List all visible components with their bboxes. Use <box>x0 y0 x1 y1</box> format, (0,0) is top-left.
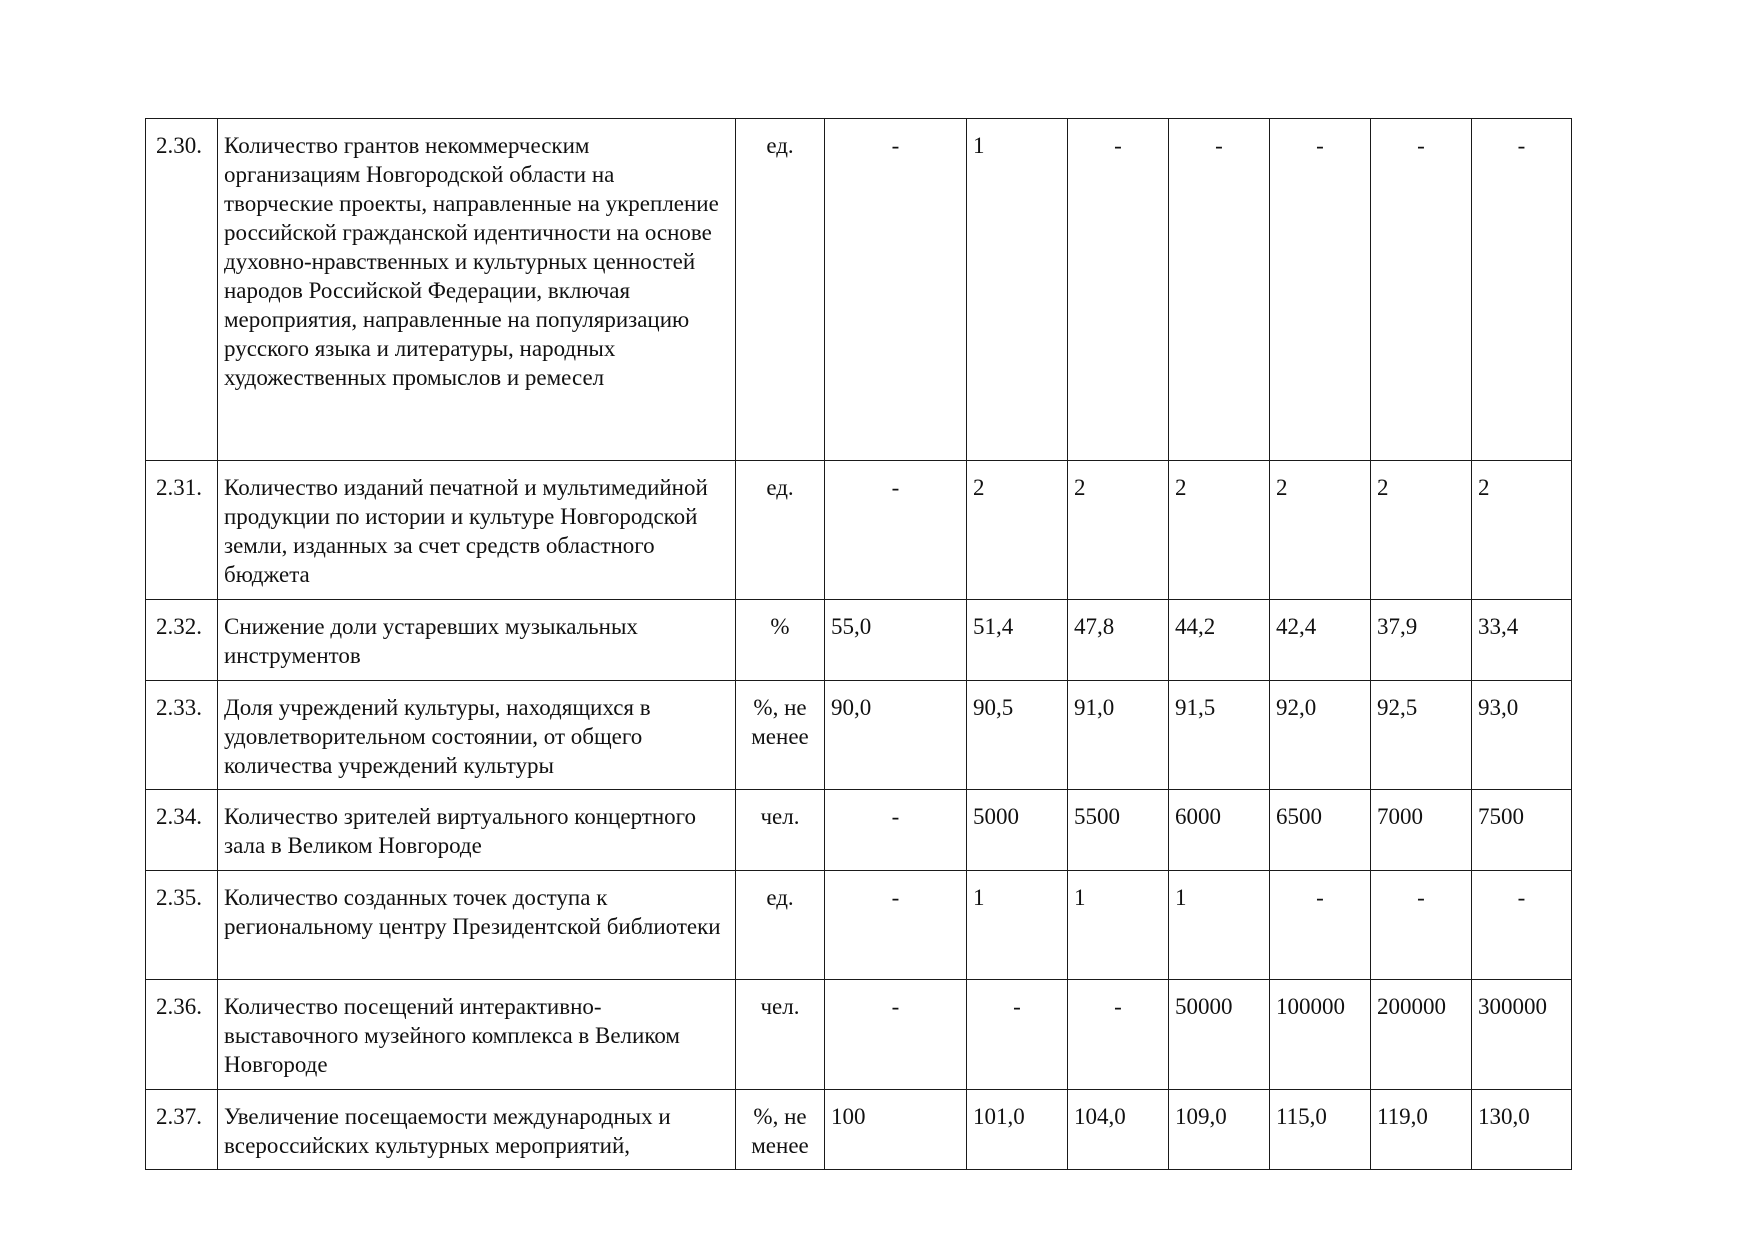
value-cell: 300000 <box>1472 980 1572 1090</box>
value-cell: 91,5 <box>1169 681 1270 790</box>
value-cell: 47,8 <box>1068 600 1169 681</box>
unit-cell: %, не менее <box>736 681 825 790</box>
value-cell: 33,4 <box>1472 600 1572 681</box>
value-cell: 130,0 <box>1472 1090 1572 1170</box>
row-number: 2.36. <box>146 980 218 1090</box>
unit-cell: ед. <box>736 871 825 980</box>
indicator-name: Количество грантов некоммерческим организациям Новгородской области на творческие проекты, направленные на укрепление российской гражданской идентичности на основе духовно-нравственных и культурных ценностей народов Российской Федерации, включая мероприятия, направленные на популяризацию русского языка и литературы, народных художественных промыслов и ремесел <box>218 119 736 461</box>
row-number: 2.32. <box>146 600 218 681</box>
row-number: 2.30. <box>146 119 218 461</box>
unit-cell: %, не менее <box>736 1090 825 1170</box>
row-number: 2.33. <box>146 681 218 790</box>
value-cell: - <box>825 790 967 871</box>
unit-cell: ед. <box>736 119 825 461</box>
value-cell: 100 <box>825 1090 967 1170</box>
indicator-name: Количество посещений интерактивно-выставочного музейного комплекса в Великом Новгороде <box>218 980 736 1090</box>
value-cell: 6000 <box>1169 790 1270 871</box>
unit-cell: % <box>736 600 825 681</box>
indicator-name: Доля учреждений культуры, находящихся в удовлетворительном состоянии, от общего количества учреждений культуры <box>218 681 736 790</box>
value-cell: 51,4 <box>967 600 1068 681</box>
indicator-name: Количество изданий печатной и мультимедийной продукции по истории и культуре Новгородской земли, изданных за счет средств областного бюджета <box>218 461 736 600</box>
table-row <box>146 681 1572 790</box>
value-cell: 93,0 <box>1472 681 1572 790</box>
value-cell: - <box>1472 119 1572 461</box>
indicator-name: Количество зрителей виртуального концертного зала в Великом Новгороде <box>218 790 736 871</box>
value-cell: 5000 <box>967 790 1068 871</box>
value-cell: 2 <box>1068 461 1169 600</box>
table-row <box>146 980 1572 1090</box>
value-cell: 100000 <box>1270 980 1371 1090</box>
indicators-table <box>145 118 1572 1170</box>
value-cell: 1 <box>967 871 1068 980</box>
value-cell: - <box>825 871 967 980</box>
value-cell: - <box>1472 871 1572 980</box>
value-cell: 2 <box>1472 461 1572 600</box>
value-cell: 42,4 <box>1270 600 1371 681</box>
value-cell: 200000 <box>1371 980 1472 1090</box>
value-cell: 101,0 <box>967 1090 1068 1170</box>
value-cell: - <box>1270 871 1371 980</box>
table-row <box>146 600 1572 681</box>
value-cell: 50000 <box>1169 980 1270 1090</box>
value-cell: 1 <box>967 119 1068 461</box>
value-cell: 91,0 <box>1068 681 1169 790</box>
value-cell: 2 <box>1169 461 1270 600</box>
value-cell: - <box>825 119 967 461</box>
value-cell: 119,0 <box>1371 1090 1472 1170</box>
indicator-name: Снижение доли устаревших музыкальных инструментов <box>218 600 736 681</box>
value-cell: 6500 <box>1270 790 1371 871</box>
unit-cell: чел. <box>736 980 825 1090</box>
table-row <box>146 790 1572 871</box>
value-cell: - <box>1371 871 1472 980</box>
unit-cell: ед. <box>736 461 825 600</box>
unit-cell: чел. <box>736 790 825 871</box>
value-cell: 1 <box>1169 871 1270 980</box>
value-cell: 44,2 <box>1169 600 1270 681</box>
indicator-name: Увеличение посещаемости международных и всероссийских культурных мероприятий, <box>218 1090 736 1170</box>
value-cell: - <box>967 980 1068 1090</box>
value-cell: 55,0 <box>825 600 967 681</box>
value-cell: - <box>1169 119 1270 461</box>
value-cell: 37,9 <box>1371 600 1472 681</box>
row-number: 2.35. <box>146 871 218 980</box>
table-row <box>146 871 1572 980</box>
value-cell: 7500 <box>1472 790 1572 871</box>
value-cell: 2 <box>1270 461 1371 600</box>
value-cell: 109,0 <box>1169 1090 1270 1170</box>
value-cell: 90,5 <box>967 681 1068 790</box>
value-cell: - <box>1068 119 1169 461</box>
indicator-name: Количество созданных точек доступа к региональному центру Президентской библиотеки <box>218 871 736 980</box>
value-cell: 7000 <box>1371 790 1472 871</box>
value-cell: 92,0 <box>1270 681 1371 790</box>
row-number: 2.31. <box>146 461 218 600</box>
value-cell: - <box>825 461 967 600</box>
value-cell: 115,0 <box>1270 1090 1371 1170</box>
value-cell: 90,0 <box>825 681 967 790</box>
value-cell: - <box>1371 119 1472 461</box>
table-row <box>146 1090 1572 1170</box>
value-cell: 2 <box>1371 461 1472 600</box>
value-cell: - <box>1068 980 1169 1090</box>
value-cell: 92,5 <box>1371 681 1472 790</box>
table-row <box>146 119 1572 461</box>
value-cell: 5500 <box>1068 790 1169 871</box>
value-cell: 1 <box>1068 871 1169 980</box>
table-row <box>146 461 1572 600</box>
value-cell: - <box>825 980 967 1090</box>
value-cell: - <box>1270 119 1371 461</box>
value-cell: 104,0 <box>1068 1090 1169 1170</box>
row-number: 2.37. <box>146 1090 218 1170</box>
value-cell: 2 <box>967 461 1068 600</box>
row-number: 2.34. <box>146 790 218 871</box>
